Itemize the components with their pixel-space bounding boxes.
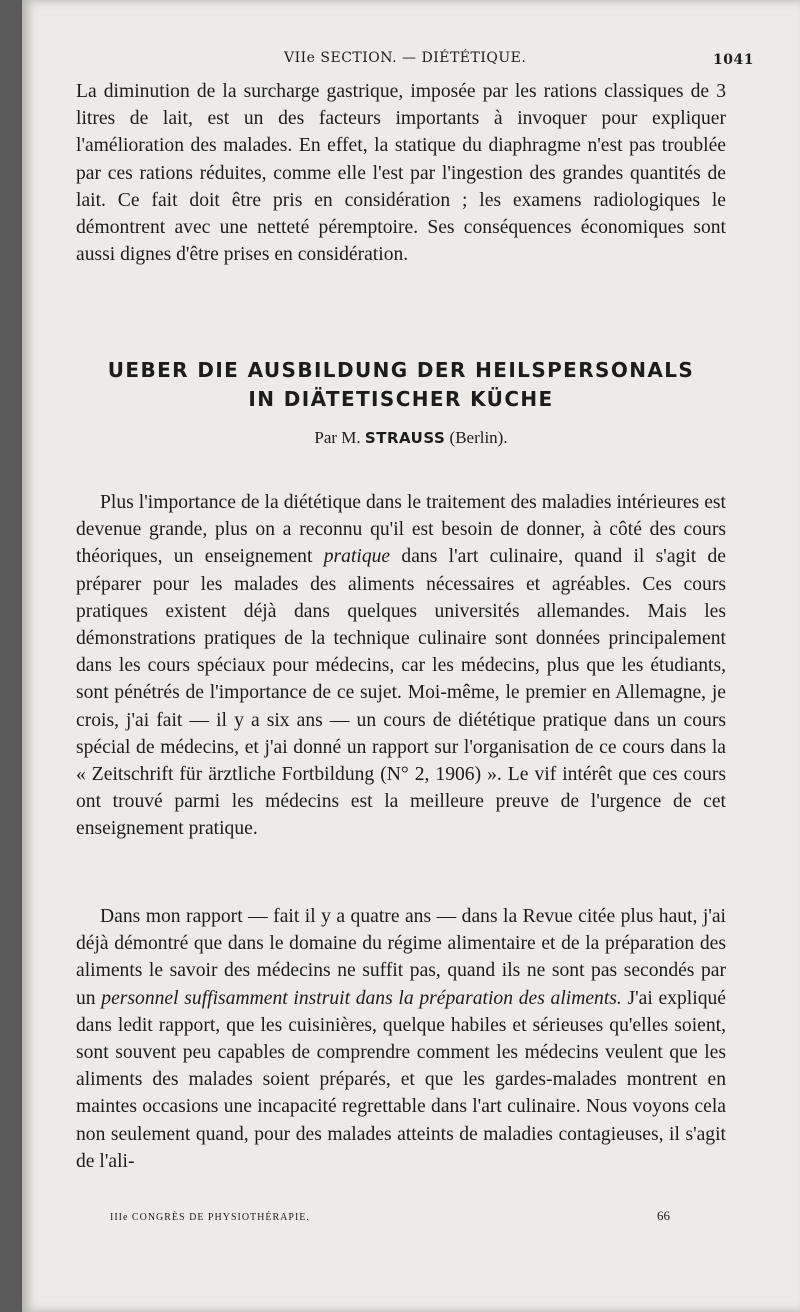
paragraph-2-emphasis: pratique (323, 546, 391, 568)
signature-mark: 66 (657, 1208, 670, 1223)
paragraph-3-part-1: Dans mon rapport — fait il y a quatre ans — dans la Revue citée plus haut, j'ai déjà démontré que dans le domaine du régime alimentaire et de la préparation des aliments le savoir des médecins ne suffit pas, quand ils ne sont pas secondés par un (76, 906, 726, 1009)
author-name: STRAUSS (364, 429, 446, 447)
section-title: VIIe SECTION. — DIÉTÉTIQUE. (284, 50, 527, 66)
page-footer (110, 1208, 670, 1223)
paragraph-2-part-1: Plus l'importance de la diététique dans le traitement des maladies intérieures est devenue grande, plus on a reconnu qu'il est besoin de donner, à côté des cours théoriques, un enseignement (76, 492, 726, 568)
author-affiliation: (Berlin). (449, 428, 508, 447)
article-title-line-1: UEBER DIE AUSBILDUNG DER HEILSPERSONALS (107, 358, 695, 382)
paragraph-2 (76, 489, 726, 843)
paragraph-1: La diminution de la surcharge gastrique, imposée par les rations classiques de 3 litres de lait, est un des facteurs importants à invoquer pour expliquer l'amélioration des malades. En effet, la statique du diaphragme n'est pas troublée par ces rations réduites, comme elle l'est par l'ingestion des grandes quantités de lait. Ce fait doit être pris en considération ; les examens radiologiques le démontrent avec une netteté péremptoire. Ses conséquences économiques sont aussi dignes d'être prises en considération. (76, 81, 726, 266)
paragraph-3-part-2: J'ai expliqué dans ledit rapport, que les cuisinières, quelque habiles et sérieuses qu'elles soient, sont souvent peu capables de comprendre comment les médecins veulent que les aliments des malades soient préparés, et que les gardes-malades montrent en maintes occasions une incapacité regrettable dans l'art culinaire. Nous voyons cela non seulement quand, pour des malades atteints de maladies contagieuses, il s'agit de l'ali- (76, 987, 726, 1172)
paragraph-2-part-2: dans l'art culinaire, quand il s'agit de préparer pour les malades des aliments nécessaires et agréables. Ces cours pratiques existent déjà dans quelques universités allemandes. Mais les démonstrations pratiques de la technique culinaire sont données principalement dans les cours spéciaux pour médecins, car les médecins, plus que les étudiants, sont pénétrés de l'importance de ce sujet. Moi-même, le premier en Allemagne, je crois, j'ai fait — il y a six ans — un cours de diététique pratique dans un cours spécial de médecins, et j'ai donné un rapport sur l'organisation de ce cours dans la « Zeitschrift für ärztliche Fortbildung (N° 2, 1906) ». Le vif intérêt que ces cours ont trouvé parmi les médecins est la meilleure preuve de l'urgence de cet enseignement pratique. (76, 546, 726, 840)
book-page (22, 0, 800, 1312)
byline-prefix: Par M. (314, 428, 361, 447)
paragraph-3 (76, 903, 726, 1175)
footer-congress: IIIe CONGRÈS DE PHYSIOTHÉRAPIE. (110, 1212, 310, 1223)
byline (22, 428, 800, 448)
article-title-line-2: IN DIÄTETISCHER KÜCHE (248, 387, 554, 411)
page-number: 1041 (713, 52, 754, 68)
paragraph-3-emphasis: personnel suffisamment instruit dans la préparation des aliments. (101, 987, 622, 1009)
